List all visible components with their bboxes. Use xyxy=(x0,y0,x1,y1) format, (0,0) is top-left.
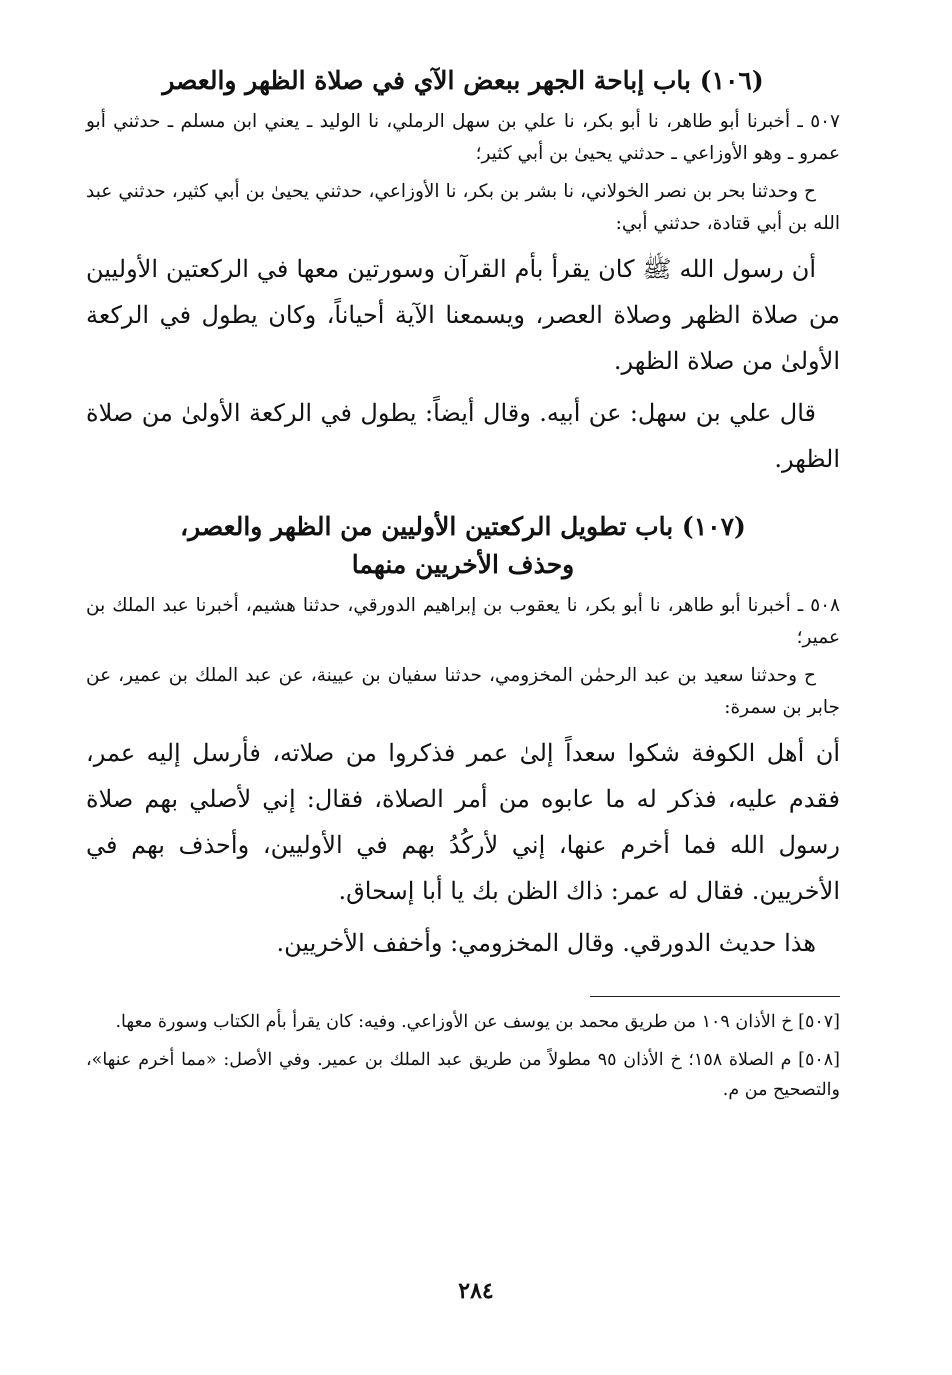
hadith-508-text: أن أهل الكوفة شكوا سعداً إلىٰ عمر فذكروا من صلاته، فأرسل إليه عمر، فقدم عليه، فذكر له ما عابوه من أمر الصلاة، فقال: إني لأصلي بهم صلاة رسول الله فما أخرم عنها، إني لأركُدُ بهم في الأوليين، وأحذف بهم في الأخريين. فقال له عمر: ذاك الظن بك يا أبا إسحاق. xyxy=(86,739,840,905)
footnote-507: [٥٠٧] خ الأذان ١٠٩ من طريق محمد بن يوسف عن الأوزاعي. وفيه: كان يقرأ بأم الكتاب وسورة معها. xyxy=(115,1012,840,1032)
isnad-507-first: ٥٠٧ ـ أخبرنا أبو طاهر، نا أبو بكر، نا علي بن سهل الرملي، نا الوليد ـ يعني ابن مسلم ـ حدثني أبو عمرو ـ وهو الأوزاعي ـ حدثني يحيىٰ بن أبي كثير؛ xyxy=(86,111,840,164)
hadith-508-comment: هذا حديث الدورقي. وقال المخزومي: وأخفف الأخريين. xyxy=(276,929,816,957)
page-number: ٢٨٤ xyxy=(458,1278,494,1304)
chapter-heading-106-text: (١٠٦) باب إباحة الجهر ببعض الآي في صلاة الظهر والعصر xyxy=(162,66,764,95)
isnad-508-first: ٥٠٨ ـ أخبرنا أبو طاهر، نا أبو بكر، نا يعقوب بن إبراهيم الدورقي، حدثنا هشيم، أخبرنا عبد الملك بن عمير؛ xyxy=(86,595,840,648)
isnad-508-second: ح وحدثنا سعيد بن عبد الرحمٰن المخزومي، حدثنا سفيان بن عيينة، عن عبد الملك بن عمير، عن جابر بن سمرة: xyxy=(86,665,840,718)
hadith-507-comment: قال علي بن سهل: عن أبيه. وقال أيضاً: يطول في الركعة الأولىٰ من صلاة الظهر. xyxy=(86,399,840,473)
chapter-heading-107 xyxy=(86,508,840,584)
hadith-507-text: أن رسول الله ﷺ كان يقرأ بأم القرآن وسورتين معها في الركعتين الأوليين من صلاة الظهر وصلاة العصر، ويسمعنا الآية أحياناً، وكان يطول في الركعة الأولىٰ من صلاة الظهر. xyxy=(86,255,841,375)
footnote-divider xyxy=(590,996,840,997)
isnad-507-second: ح وحدثنا بحر بن نصر الخولاني، نا بشر بن بكر، نا الأوزاعي، حدثني يحيىٰ بن أبي كثير، حدثني عبد الله بن أبي قتادة، حدثني أبي: xyxy=(86,181,840,234)
chapter-heading-107-line1: (١٠٧) باب تطويل الركعتين الأوليين من الظهر والعصر، xyxy=(180,512,746,541)
chapter-heading-106 xyxy=(86,62,840,100)
footnote-508: [٥٠٨] م الصلاة ١٥٨؛ خ الأذان ٩٥ مطولاً من طريق عبد الملك بن عمير. وفي الأصل: «مما أخرم عنها»، والتصحيح من م. xyxy=(86,1050,840,1100)
chapter-heading-107-line2: وحذف الأخريين منهما xyxy=(351,550,575,579)
